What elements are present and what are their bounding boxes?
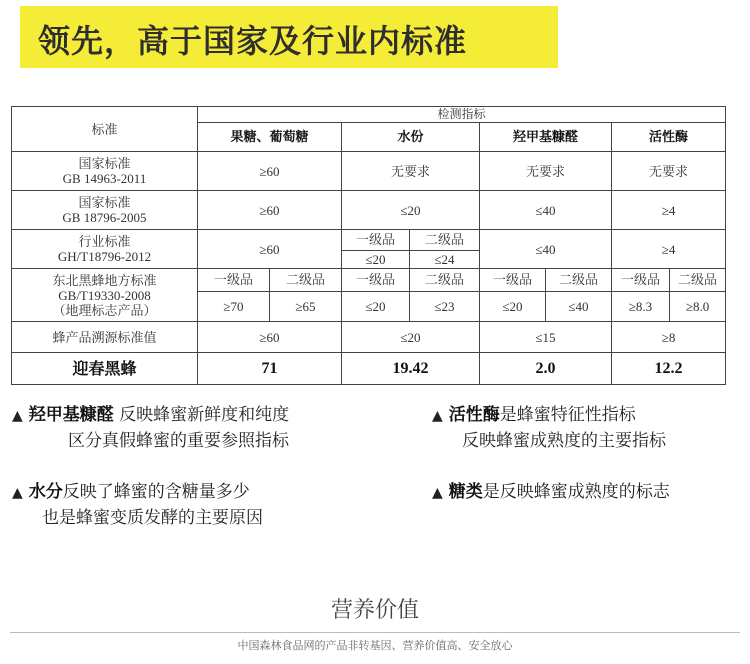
cell-hmf: 无要求: [480, 152, 612, 191]
cell-fructose: ≥60: [198, 191, 342, 230]
triangle-icon: ▲: [12, 408, 23, 424]
cell-grade: 一级品: [342, 269, 410, 292]
cell-grade: 二级品: [546, 269, 612, 292]
cell-moisture: ≤24: [410, 250, 480, 268]
cell-grade: 一级品: [480, 269, 546, 292]
note-sugar: ▲ 糖类是反映蜂蜜成熟度的标志: [432, 482, 670, 502]
cell-enzyme: ≥8.0: [670, 291, 726, 322]
divider: [10, 632, 740, 633]
row-name: 行业标准 GH/T18796-2012: [12, 230, 198, 269]
header-hmf: 羟甲基糠醛: [480, 123, 612, 152]
cell-moisture: ≤20: [342, 291, 410, 322]
note-enzyme: ▲ 活性酶是蜂蜜特征性指标 反映蜂蜜成熟度的主要指标: [432, 405, 666, 451]
note-moisture: ▲ 水分反映了蜂蜜的含糖量多少 也是蜂蜜变质发酵的主要原因: [12, 482, 263, 528]
triangle-icon: ▲: [432, 408, 443, 424]
banner-title: 领先，高于国家及行业内标准: [38, 22, 468, 60]
cell-hmf: ≤15: [480, 322, 612, 353]
cell-moisture: 19.42: [342, 353, 480, 385]
row-name: 蜂产品溯源标准值: [12, 322, 198, 353]
cell-moisture: 无要求: [342, 152, 480, 191]
cell-fructose: ≥70: [198, 291, 270, 322]
section-title: 营养价值: [330, 598, 419, 623]
table-row: [12, 230, 726, 251]
row-name: 国家标准 GB 14963-2011: [12, 152, 198, 191]
cell-grade: 二级品: [410, 269, 480, 292]
cell-fructose: ≥65: [270, 291, 342, 322]
table-row: [12, 191, 726, 230]
cell-enzyme: ≥4: [612, 191, 726, 230]
table-row: [12, 269, 726, 292]
cell-enzyme: ≥4: [612, 230, 726, 269]
header-moisture: 水份: [342, 123, 480, 152]
header-fructose: 果糖、葡萄糖: [198, 123, 342, 152]
cell-grade: 二级品: [270, 269, 342, 292]
cell-hmf: ≤40: [480, 230, 612, 269]
cell-grade: 一级品: [612, 269, 670, 292]
header-indicators: 检测指标: [198, 107, 726, 123]
cell-fructose: ≥60: [198, 152, 342, 191]
footer-text: 中国森林食品网的产品非转基因、营养价值高、安全放心: [237, 639, 513, 652]
cell-fructose: ≥60: [198, 230, 342, 269]
standards-table: [11, 106, 726, 385]
row-name: 东北黑蜂地方标准 GB/T19330-2008 （地理标志产品）: [12, 269, 198, 322]
cell-moisture: ≤20: [342, 322, 480, 353]
banner: [20, 6, 558, 68]
table-row: [12, 322, 726, 353]
cell-grade: 一级品: [342, 230, 410, 251]
table-row: [12, 353, 726, 385]
cell-moisture: ≤20: [342, 250, 410, 268]
cell-enzyme: ≥8: [612, 322, 726, 353]
cell-hmf: ≤40: [480, 191, 612, 230]
cell-grade: 一级品: [198, 269, 270, 292]
triangle-icon: ▲: [432, 485, 443, 501]
cell-grade: 二级品: [410, 230, 480, 251]
cell-hmf: ≤40: [546, 291, 612, 322]
cell-hmf: ≤20: [480, 291, 546, 322]
row-name: 国家标准 GB 18796-2005: [12, 191, 198, 230]
cell-moisture: ≤20: [342, 191, 480, 230]
cell-hmf: 2.0: [480, 353, 612, 385]
triangle-icon: ▲: [12, 485, 23, 501]
cell-enzyme: ≥8.3: [612, 291, 670, 322]
header-standard: 标准: [12, 107, 198, 152]
row-name-product: 迎春黑蜂: [12, 353, 198, 385]
header-enzyme: 活性酶: [612, 123, 726, 152]
table-row: [12, 152, 726, 191]
cell-fructose: 71: [198, 353, 342, 385]
note-hmf: ▲ 羟甲基糠醛 反映蜂蜜新鲜度和纯度 区分真假蜂蜜的重要参照指标: [12, 405, 290, 451]
cell-moisture: ≤23: [410, 291, 480, 322]
cell-enzyme: 12.2: [612, 353, 726, 385]
cell-grade: 二级品: [670, 269, 726, 292]
cell-enzyme: 无要求: [612, 152, 726, 191]
cell-fructose: ≥60: [198, 322, 342, 353]
